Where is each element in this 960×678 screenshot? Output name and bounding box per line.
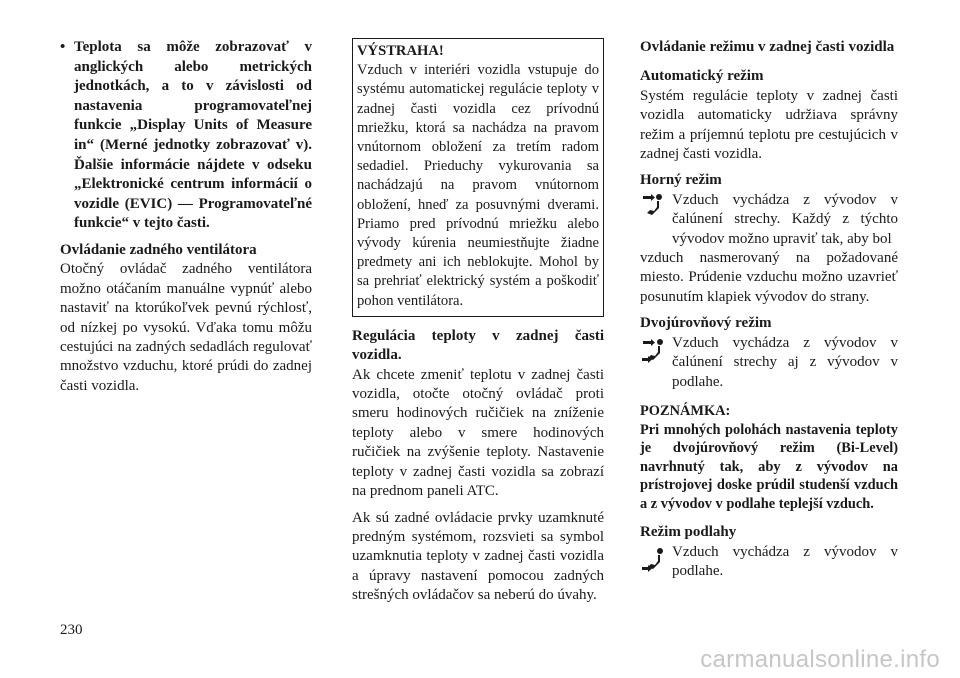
watermark: carmanualsonline.info [700, 646, 940, 673]
column-right [640, 38, 898, 582]
units-bullet-text: Teplota sa môže zobrazovať v anglických alebo metrických jednotkách, a to v závislosti od nastavenia programovateľnej funkcie „Display Units of Measure in“ (Merné jednotky zobrazovať v). Ďalšie informácie nájdete v odseku „Elektronické centrum informácií o vozidle (EVIC) — Programovateľné funkcie“ v tejto časti. [74, 39, 312, 232]
fan-text: Otočný ovládač zadného ventilátora možno otáčaním manuálne vypnúť alebo nastaviť na ktorúkoľvek pevnú rýchlosť, od nízkej po vysokú. Vďaka tomu môžu cestujúci na zadných sedadlách regulovať množstvo vzduchu, ktoré prúdi do zadnej časti vozidla. [60, 261, 312, 394]
upper-heading: Horný režim [640, 172, 722, 189]
warning-title: VÝSTRAHA! [357, 43, 444, 59]
units-bullet [60, 38, 312, 234]
floor-mode [640, 543, 898, 582]
upper-text-indented: Vzduch vychádza z vývodov v čalúnení strechy. Každý z týchto vývodov možno upraviť tak, aby bol [672, 191, 898, 247]
upper-mode [640, 191, 898, 249]
column-left [60, 38, 312, 396]
column-middle [352, 38, 604, 606]
temp-text: Ak chcete zmeniť teplotu v zadnej časti vozidla, otočte otočný ovládač proti smeru hodinových ručičiek na zníženie teploty alebo v smere hodinových ručičiek na zvýšenie teploty. Nastavenie teploty v zadnej časti vozidla sa zobrazí na prednom paneli ATC. [352, 366, 604, 500]
floor-heading: Režim podlahy [640, 524, 737, 541]
note-text: Pri mnohých polohách nastavenia teploty je dvojúrovňový režim (Bi-Level) navrhnutý tak, aby z vývodov na prístrojovej doske prúdil studenší vzduch a z vývodov v podlahe teplejší vzduch. [640, 421, 898, 512]
auto-heading: Automatický režim [640, 68, 764, 85]
note-title: POZNÁMKA: [640, 402, 731, 419]
upper-mode-icon [642, 193, 668, 219]
mode-heading: Ovládanie režimu v zadnej časti vozidla [640, 39, 895, 55]
note-block [640, 402, 898, 514]
page-number: 230 [60, 622, 83, 638]
bilevel-text: Vzduch vychádza z vývodov v čalúnení strechy aj z vývodov v podlahe. [672, 334, 898, 390]
bilevel-heading: Dvojúrovňový režim [640, 315, 772, 332]
warning-text: Vzduch v interiéri vozidla vstupuje do systému automatickej regulácie teploty v zadnej časti vozidla cez prívodnú mriežku, ktorá sa nachádza na pravom vnútornom obložení za tretím radom sedadiel. Prieduchy vykurovania sa nachádzajú na pravom vnútornom obložení, hneď za posuvnými dverami. Priamo pred prívodnú mriežku alebo vývody kúrenia neumiestňujte žiadne predmety ani ich neblokujte. Mohol by sa prehriať elektrický systém a poškodiť pohon ventilátora. [357, 62, 599, 309]
warning-box [352, 38, 604, 317]
floor-mode-icon [642, 547, 668, 573]
bilevel-mode-icon [642, 338, 668, 364]
auto-text: Systém regulácie teploty v zadnej časti vozidla automaticky udržiava správny režim a príjemnú teplotu pre cestujúcich v zadnej časti vozidla. [640, 87, 898, 163]
temp-heading: Regulácia teploty v zadnej časti vozidla. [352, 327, 604, 364]
bilevel-mode [640, 334, 898, 392]
lock-text: Ak sú zadné ovládacie prvky uzamknuté predným systémom, rozsvieti sa symbol uzamknutia teploty v zadnej časti vozidla a úpravy nastavení pomocou zadných strešných ovládačov sa neberú do úvahy. [352, 509, 604, 604]
bullet-dot: • [60, 39, 66, 55]
fan-heading: Ovládanie zadného ventilátora [60, 241, 257, 258]
floor-text: Vzduch vychádza z vývodov v podlahe. [672, 543, 898, 580]
upper-text-rest: vzduch nasmerovaný na požadované miesto. Prúdenie vzduchu možno uzavrieť posunutím klapiek vývodov do strany. [640, 250, 898, 305]
